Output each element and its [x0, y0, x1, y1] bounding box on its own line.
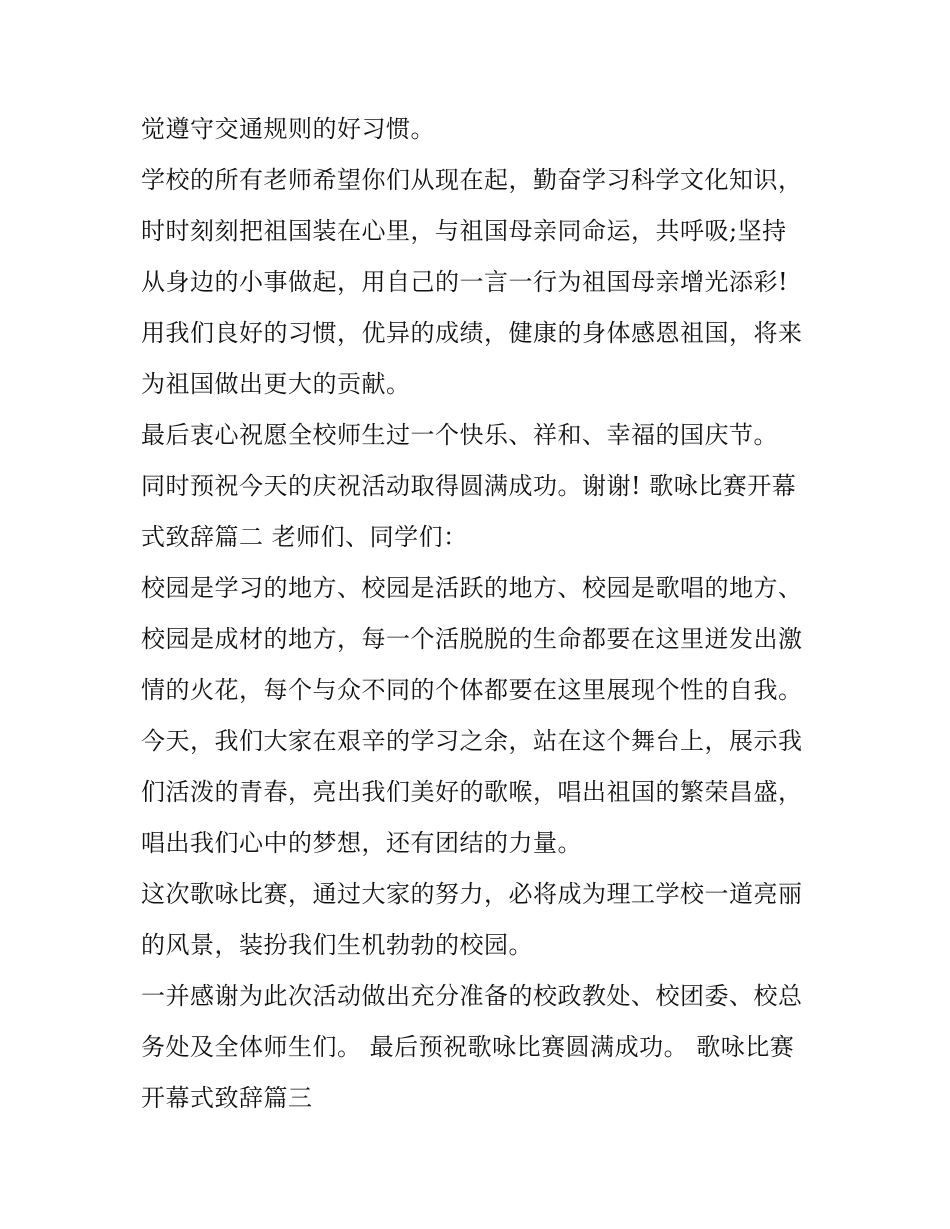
text-line: 务处及全体师生们。 最后预祝歌咏比赛圆满成功。 歌咏比赛: [141, 1033, 795, 1061]
body-text: [141, 108, 831, 1128]
text-line: 一并感谢为此次活动做出充分准备的校政教处、校团委、校总: [141, 982, 803, 1010]
text-line: 时时刻刻把祖国装在心里，与祖国母亲同命运，共呼吸;坚持: [141, 217, 787, 245]
text-line: 觉遵守交通规则的好习惯。: [141, 115, 435, 143]
text-line: 这次歌咏比赛，通过大家的努力，必将成为理工学校一道亮丽: [141, 880, 803, 908]
text-line: 最后衷心祝愿全校师生过一个快乐、祥和、幸福的国庆节。: [141, 421, 778, 449]
text-line: 用我们良好的习惯，优异的成绩，健康的身体感恩祖国，将来: [141, 319, 803, 347]
text-line: 情的火花，每个与众不同的个体都要在这里展现个性的自我。: [141, 676, 803, 704]
text-line: 学校的所有老师希望你们从现在起，勤奋学习科学文化知识，: [141, 166, 803, 194]
text-line: 校园是成材的地方，每一个活脱脱的生命都要在这里迸发出激: [141, 625, 803, 653]
text-line: 唱出我们心中的梦想，还有团结的力量。: [141, 829, 582, 857]
text-line: 今天，我们大家在艰辛的学习之余，站在这个舞台上，展示我: [141, 727, 803, 755]
text-line: 式致辞篇二 老师们、同学们：: [141, 523, 468, 551]
text-line: 们活泼的青春，亮出我们美好的歌喉，唱出祖国的繁荣昌盛，: [141, 778, 803, 806]
text-line: 为祖国做出更大的贡献。: [141, 370, 411, 398]
text-line: 校园是学习的地方、校园是活跃的地方、校园是歌唱的地方、: [141, 574, 803, 602]
text-line: 的风景，装扮我们生机勃勃的校园。: [141, 931, 533, 959]
text-line: 开幕式致辞篇三: [141, 1084, 313, 1112]
text-line: 从身边的小事做起，用自己的一言一行为祖国母亲增光添彩!: [141, 268, 789, 296]
text-line: 同时预祝今天的庆祝活动取得圆满成功。谢谢! 歌咏比赛开幕: [141, 472, 797, 500]
